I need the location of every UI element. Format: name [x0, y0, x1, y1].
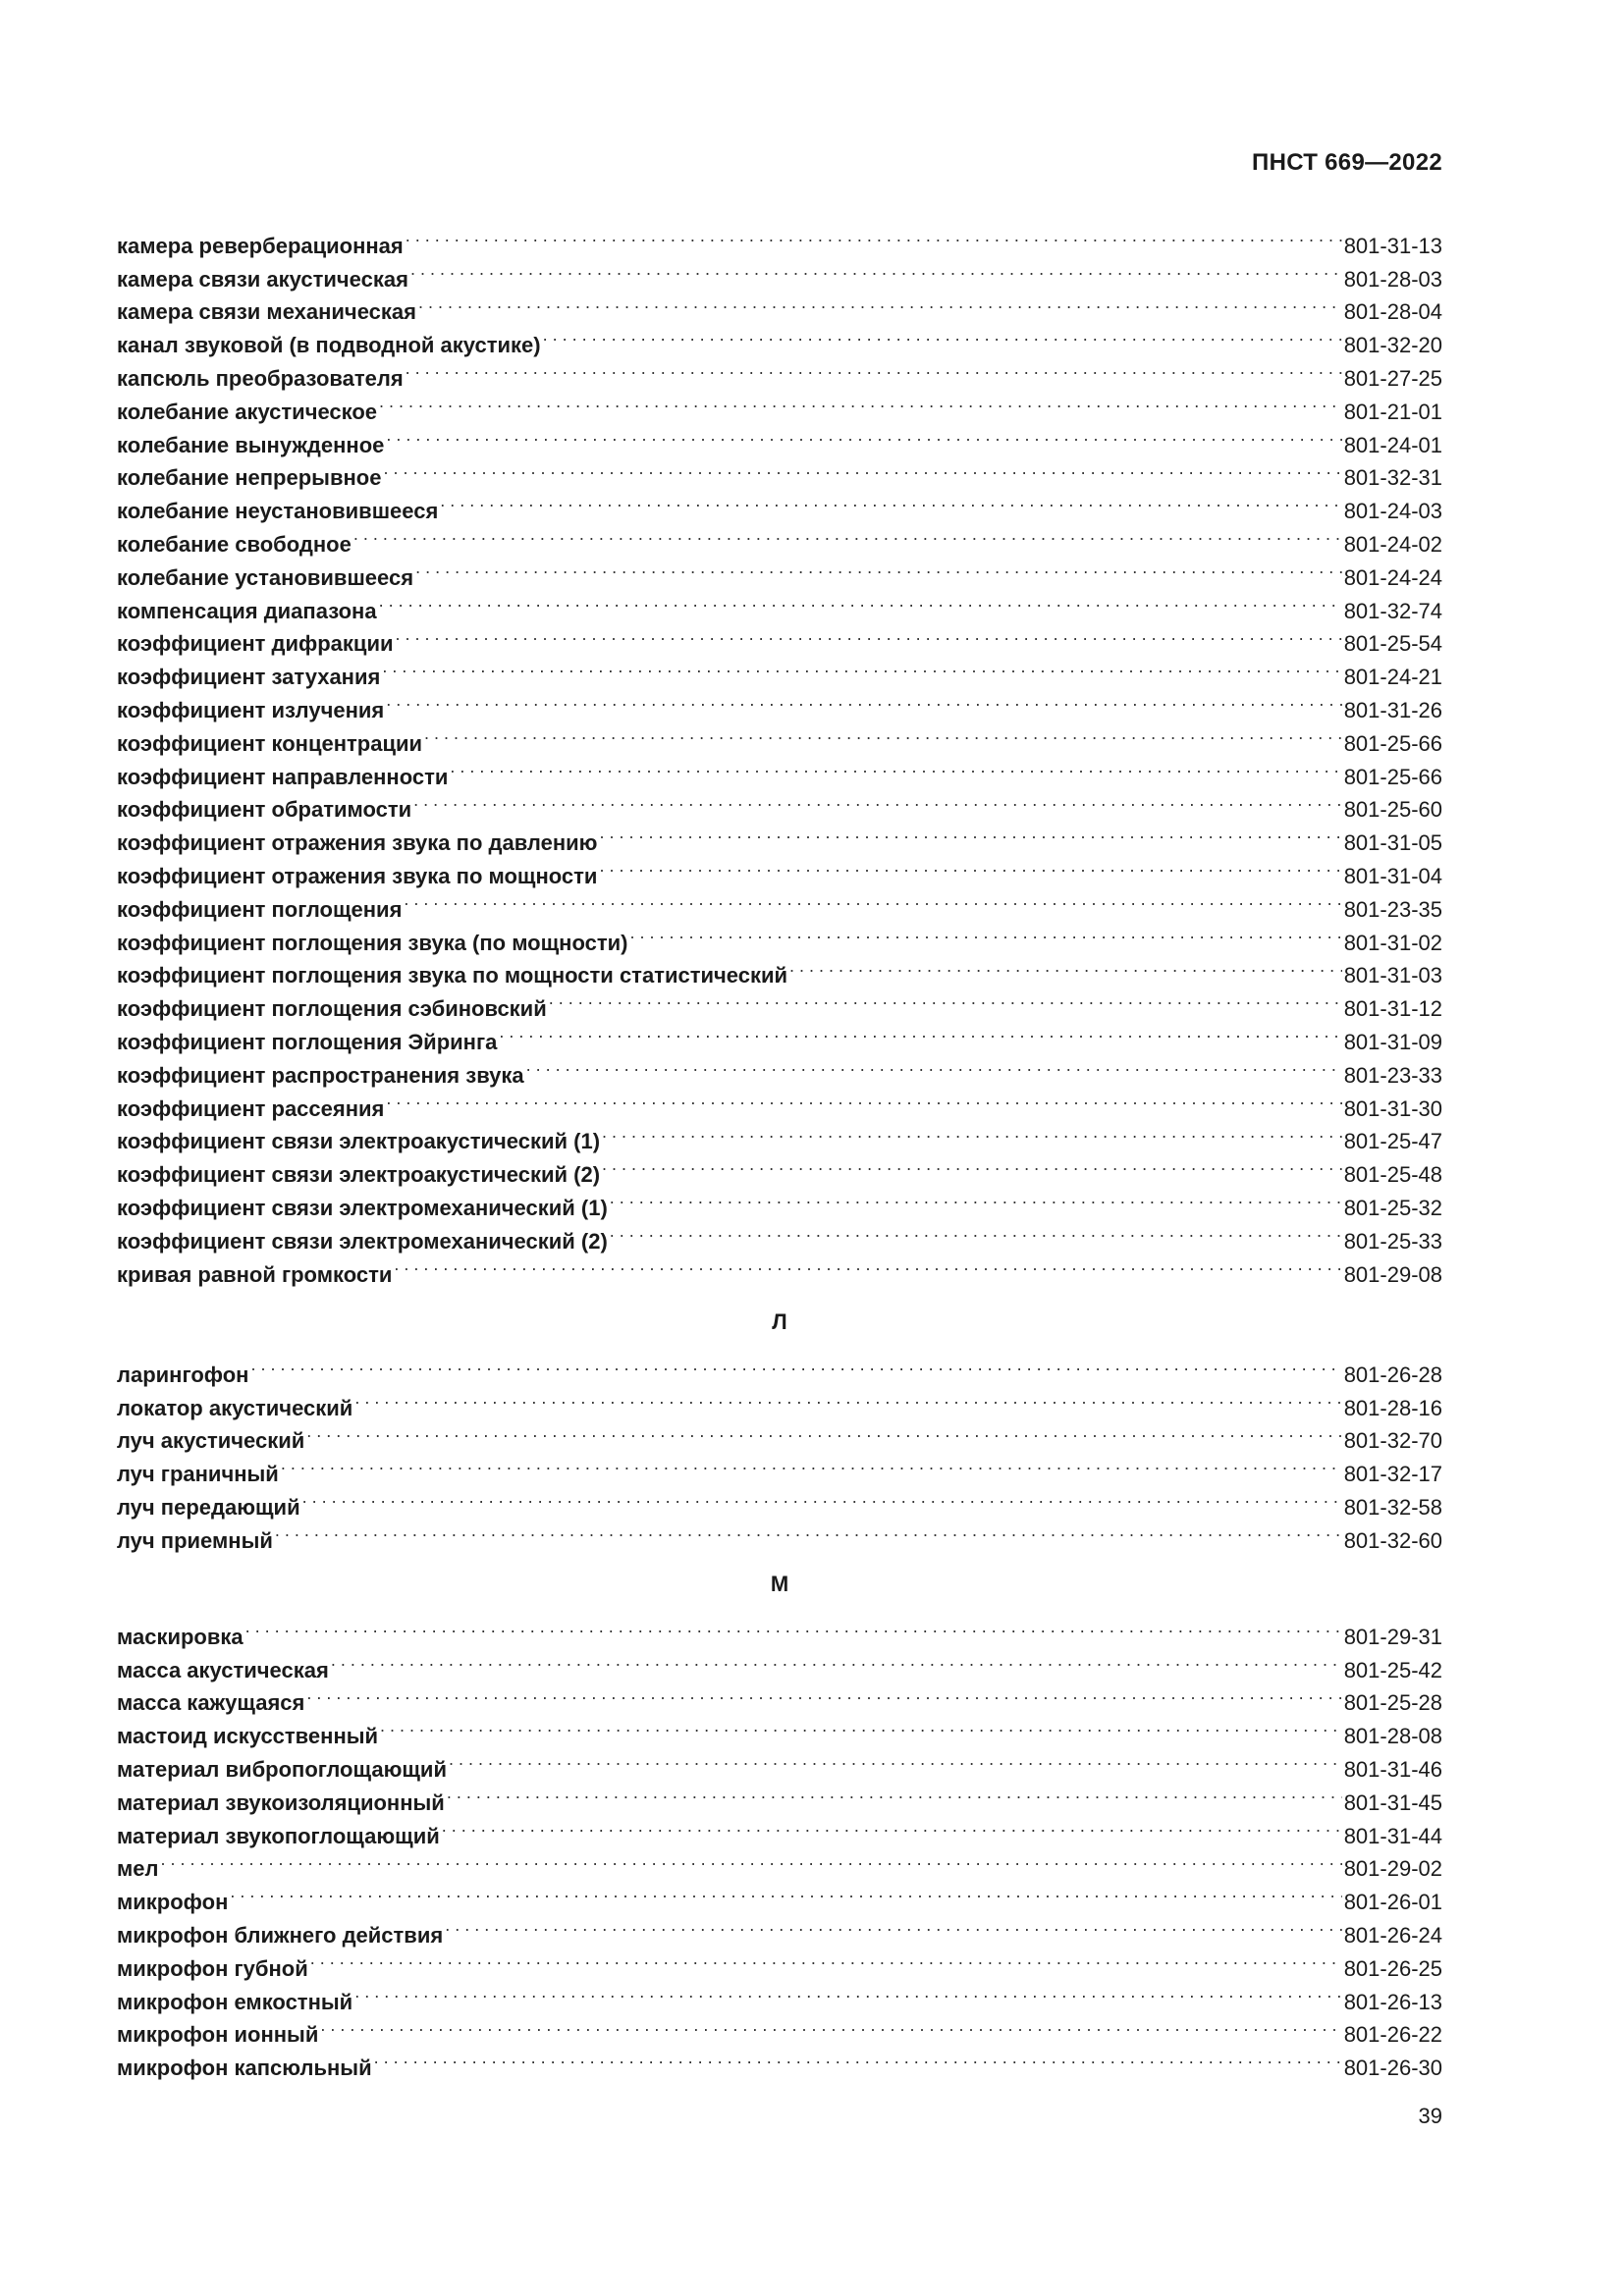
- index-reference: 801-28-16: [1343, 1395, 1442, 1420]
- index-reference: 801-26-22: [1343, 2022, 1442, 2048]
- index-term: колебание акустическое: [117, 399, 378, 424]
- index-term: колебание непрерывное: [117, 465, 382, 491]
- index-entry: [117, 1644, 1442, 1682]
- index-reference: 801-26-28: [1343, 1362, 1442, 1387]
- dot-leader: [275, 1515, 1342, 1548]
- index-reference: 801-32-74: [1343, 598, 1442, 623]
- index-term: коэффициент связи электромеханический (2): [117, 1228, 608, 1254]
- index-reference: 801-26-25: [1343, 1955, 1442, 1981]
- index-entry: [117, 1976, 1442, 2014]
- index-reference: 801-24-21: [1343, 665, 1442, 690]
- index-entry: [117, 1481, 1442, 1520]
- index-term: материал звукоизоляционный: [117, 1789, 445, 1815]
- index-term: коэффициент поглощения звука (по мощности): [117, 930, 628, 955]
- dot-leader: [250, 1349, 1341, 1382]
- index-term: коэффициент связи электроакустический (1): [117, 1129, 601, 1154]
- index-term: камера связи механическая: [117, 299, 416, 325]
- dot-leader: [331, 1644, 1342, 1678]
- index-reference: 801-28-04: [1343, 299, 1442, 325]
- index-term: колебание свободное: [117, 531, 352, 557]
- dot-leader: [386, 684, 1341, 718]
- index-term: коэффициент связи электромеханический (1): [117, 1195, 608, 1220]
- index-term: коэффициент направленности: [117, 764, 449, 789]
- index-term: колебание установившееся: [117, 564, 414, 590]
- index-reference: 801-28-08: [1343, 1724, 1442, 1749]
- dot-leader: [374, 2042, 1342, 2075]
- index-reference: 801-21-01: [1343, 399, 1442, 424]
- index-term: коэффициент поглощения сэбиновский: [117, 996, 547, 1022]
- index-term: маскировка: [117, 1624, 244, 1649]
- dot-leader: [380, 1710, 1342, 1743]
- index-reference: 801-31-26: [1343, 697, 1442, 722]
- index-reference: 801-24-03: [1343, 499, 1442, 524]
- index-reference: 801-25-47: [1343, 1129, 1442, 1154]
- dot-leader: [386, 1083, 1341, 1116]
- index-reference: 801-24-01: [1343, 432, 1442, 457]
- index-reference: 801-31-09: [1343, 1029, 1442, 1054]
- dot-leader: [415, 552, 1342, 585]
- index-reference: 801-31-12: [1343, 996, 1442, 1022]
- index-term: коэффициент распространения звука: [117, 1062, 524, 1088]
- index-reference: 801-24-02: [1343, 531, 1442, 557]
- page-number: 39: [1418, 2104, 1442, 2128]
- index-term: луч граничный: [117, 1462, 279, 1487]
- dot-leader: [306, 1678, 1341, 1711]
- index-entry: [117, 220, 1442, 258]
- index-reference: 801-31-02: [1343, 930, 1442, 955]
- index-entry: [117, 1943, 1442, 1981]
- index-reference: 801-31-05: [1343, 830, 1442, 856]
- dot-leader: [526, 1049, 1342, 1083]
- index-term: капсюль преобразователя: [117, 365, 404, 391]
- dot-leader: [442, 1810, 1342, 1843]
- index-term: луч передающий: [117, 1494, 300, 1520]
- index-term: коэффициент поглощения: [117, 896, 403, 922]
- dot-leader: [602, 1116, 1342, 1149]
- index-term: кривая равной громкости: [117, 1261, 393, 1287]
- dot-leader: [406, 352, 1342, 386]
- dot-leader: [306, 1415, 1341, 1449]
- index-reference: 801-26-13: [1343, 1989, 1442, 2014]
- index-entry: [117, 1611, 1442, 1649]
- dot-leader: [410, 253, 1342, 287]
- dot-leader: [245, 1611, 1342, 1644]
- index-reference: 801-31-30: [1343, 1095, 1442, 1121]
- dot-leader: [320, 2009, 1341, 2043]
- dot-leader: [161, 1843, 1342, 1877]
- index-reference: 801-26-30: [1343, 2056, 1442, 2081]
- index-reference: 801-32-20: [1343, 333, 1442, 358]
- index-term: коэффициент отражения звука по мощности: [117, 863, 598, 888]
- index-reference: 801-25-54: [1343, 631, 1442, 657]
- index-term: колебание вынужденное: [117, 432, 385, 457]
- index-term: луч приемный: [117, 1527, 273, 1553]
- index-term: коэффициент поглощения звука по мощности статистический: [117, 963, 788, 988]
- index-reference: 801-29-02: [1343, 1856, 1442, 1882]
- dot-leader: [404, 883, 1341, 917]
- dot-leader: [396, 618, 1342, 652]
- index-term: материал звукопоглощающий: [117, 1823, 440, 1848]
- dot-leader: [382, 651, 1341, 684]
- section-letter-l: Л: [772, 1309, 787, 1334]
- index-term: микрофон капсюльный: [117, 2056, 372, 2081]
- dot-leader: [602, 1148, 1342, 1182]
- index-reference: 801-31-03: [1343, 963, 1442, 988]
- index-reference: 801-27-25: [1343, 365, 1442, 391]
- index-reference: 801-25-32: [1343, 1195, 1442, 1220]
- index-term: коэффициент затухания: [117, 665, 381, 690]
- index-term: микрофон емкостный: [117, 1989, 353, 2014]
- index-term: коэффициент концентрации: [117, 730, 423, 756]
- index-reference: 801-31-45: [1343, 1789, 1442, 1815]
- dot-leader: [424, 718, 1342, 751]
- index-reference: 801-23-33: [1343, 1062, 1442, 1088]
- dot-leader: [599, 850, 1341, 883]
- dot-leader: [406, 220, 1342, 253]
- index-reference: 801-32-60: [1343, 1527, 1442, 1553]
- dot-leader: [599, 817, 1341, 850]
- dot-leader: [629, 917, 1341, 950]
- index-term: коэффициент излучения: [117, 697, 385, 722]
- index-reference: 801-32-17: [1343, 1462, 1442, 1487]
- dot-leader: [281, 1448, 1342, 1481]
- index-term: коэффициент поглощения Эйринга: [117, 1029, 498, 1054]
- dot-leader: [610, 1182, 1342, 1215]
- index-reference: 801-32-31: [1343, 465, 1442, 491]
- dot-leader: [230, 1876, 1341, 1909]
- index-term: камера связи акустическая: [117, 266, 408, 292]
- index-reference: 801-25-28: [1343, 1690, 1442, 1716]
- dot-leader: [379, 386, 1342, 419]
- dot-leader: [354, 1382, 1341, 1415]
- dot-leader: [383, 453, 1341, 486]
- index-term: луч акустический: [117, 1428, 305, 1454]
- dot-leader: [379, 585, 1342, 618]
- index-term: компенсация диапазона: [117, 598, 377, 623]
- index-reference: 801-28-03: [1343, 266, 1442, 292]
- index-term: коэффициент связи электроакустический (2): [117, 1162, 601, 1188]
- index-reference: 801-25-66: [1343, 764, 1442, 789]
- document-id: ПНСТ 669—2022: [1252, 149, 1442, 176]
- dot-leader: [302, 1481, 1342, 1515]
- dot-leader: [418, 287, 1342, 320]
- index-term: коэффициент обратимости: [117, 797, 412, 823]
- index-reference: 801-25-48: [1343, 1162, 1442, 1188]
- dot-leader: [543, 319, 1342, 352]
- dot-leader: [386, 419, 1341, 453]
- index-reference: 801-29-08: [1343, 1261, 1442, 1287]
- index-term: микрофон губной: [117, 1955, 308, 1981]
- index-term: коэффициент дифракции: [117, 631, 394, 657]
- index-reference: 801-23-35: [1343, 896, 1442, 922]
- index-reference: 801-25-60: [1343, 797, 1442, 823]
- index-reference: 801-25-66: [1343, 730, 1442, 756]
- dot-leader: [354, 1976, 1342, 2009]
- dot-leader: [610, 1215, 1342, 1249]
- index-term: масса акустическая: [117, 1657, 329, 1682]
- index-entry: [117, 1710, 1442, 1749]
- index-reference: 801-25-42: [1343, 1657, 1442, 1682]
- index-term: масса кажущаяся: [117, 1690, 305, 1716]
- index-section-k: [117, 220, 1442, 1287]
- dot-leader: [447, 1777, 1342, 1810]
- index-term: микрофон: [117, 1890, 229, 1915]
- index-reference: 801-31-44: [1343, 1823, 1442, 1848]
- index-entry: [117, 1415, 1442, 1454]
- dot-leader: [449, 1743, 1342, 1777]
- index-term: коэффициент отражения звука по давлению: [117, 830, 598, 856]
- dot-leader: [394, 1249, 1341, 1282]
- dot-leader: [450, 751, 1341, 784]
- index-reference: 801-31-46: [1343, 1756, 1442, 1782]
- section-letter-m: М: [770, 1572, 789, 1596]
- index-term: ларингофон: [117, 1362, 249, 1387]
- index-term: мел: [117, 1856, 159, 1882]
- index-section-l: [117, 1349, 1442, 1553]
- dot-leader: [445, 1909, 1341, 1943]
- index-term: колебание неустановившееся: [117, 499, 439, 524]
- index-reference: 801-26-24: [1343, 1922, 1442, 1948]
- index-entry: [117, 1843, 1442, 1882]
- index-term: канал звуковой (в подводной акустике): [117, 333, 541, 358]
- index-term: камера реверберационная: [117, 233, 404, 258]
- index-reference: 801-24-24: [1343, 564, 1442, 590]
- index-reference: 801-26-01: [1343, 1890, 1442, 1915]
- index-entry: [117, 1909, 1442, 1948]
- index-reference: 801-31-04: [1343, 863, 1442, 888]
- index-term: микрофон ближнего действия: [117, 1922, 444, 1948]
- index-entry: [117, 1448, 1442, 1487]
- index-entry: [117, 1515, 1442, 1553]
- index-entry: [117, 1678, 1442, 1716]
- index-term: коэффициент рассеяния: [117, 1095, 385, 1121]
- index-reference: 801-29-31: [1343, 1624, 1442, 1649]
- index-reference: 801-32-70: [1343, 1428, 1442, 1454]
- index-reference: 801-32-58: [1343, 1494, 1442, 1520]
- dot-leader: [413, 784, 1342, 818]
- dot-leader: [499, 1016, 1341, 1049]
- index-entry: [117, 1876, 1442, 1915]
- index-reference: 801-25-33: [1343, 1228, 1442, 1254]
- dot-leader: [353, 518, 1342, 552]
- index-term: локатор акустический: [117, 1395, 353, 1420]
- dot-leader: [789, 950, 1342, 984]
- dot-leader: [549, 983, 1342, 1016]
- index-term: мастоид искусственный: [117, 1724, 379, 1749]
- index-term: микрофон ионный: [117, 2022, 319, 2048]
- index-section-m: [117, 1611, 1442, 2081]
- index-entry: [117, 1382, 1442, 1420]
- index-reference: 801-31-13: [1343, 233, 1442, 258]
- index-term: материал вибропоглощающий: [117, 1756, 447, 1782]
- index-entry: [117, 1349, 1442, 1387]
- dot-leader: [440, 485, 1341, 518]
- dot-leader: [310, 1943, 1342, 1976]
